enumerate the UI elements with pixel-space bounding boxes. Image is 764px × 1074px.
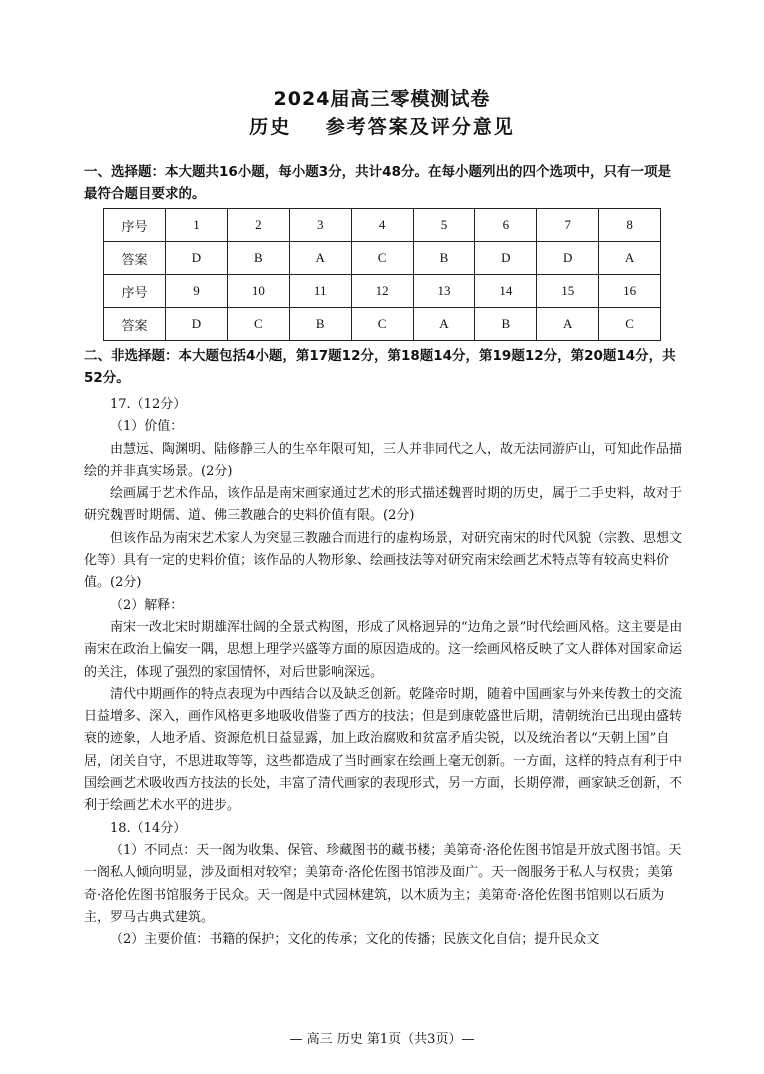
exam-subtitle: 历史 参考答案及评分意见 (249, 116, 515, 138)
answer-paragraph: （2）解释： (110, 597, 184, 613)
table-cell: B (227, 242, 289, 275)
table-row-label: 答案 (104, 308, 166, 341)
table-cell: 6 (475, 209, 537, 242)
answer-paragraph: 绘画属于艺术作品，该作品是南宋画家通过艺术的形式描述魏晋时期的历史，属于二手史料，故对于研究魏晋时期儒、道、佛三教融合的史料价值有限。(2分) (84, 486, 683, 524)
table-row-label: 答案 (104, 242, 166, 275)
table-cell: 13 (413, 275, 475, 308)
table-cell: 7 (537, 209, 599, 242)
table-cell: A (413, 308, 475, 341)
table-cell: 16 (599, 275, 661, 308)
answer-paragraph: 南宋一改北宋时期雄浑壮阔的全景式构图，形成了风格迥异的“边角之景”时代绘画风格。这主要是由南宋在政治上偏安一隅，思想上理学兴盛等方面的原因造成的。这一绘画风格反映了文人群体对国家命运的关注，体现了强烈的家国情怀，对后世影响深远。 (84, 619, 683, 680)
table-cell: D (166, 308, 228, 341)
table-row (104, 275, 661, 308)
answer-paragraph: 17.（12分） (110, 397, 187, 412)
answer-paragraph: （1）不同点：天一阁为收集、保管、珍藏图书的藏书楼；美第奇·洛伦佐图书馆是开放式图书馆。天一阁私人倾向明显，涉及面相对较窄；美第奇·洛伦佐图书馆涉及面广。天一阁服务于私人与权贵；美第奇·洛伦佐图书馆服务于民众。天一阁是中式园林建筑，以木质为主；美第奇·洛伦佐图书馆则以石质为主，罗马古典式建筑。 (84, 842, 682, 925)
table-cell: 8 (599, 209, 661, 242)
table-cell: 2 (227, 209, 289, 242)
table-cell: 4 (351, 209, 413, 242)
table-cell: A (537, 308, 599, 341)
answer-paragraph: 清代中期画作的特点表现为中西结合以及缺乏创新。乾隆帝时期，随着中国画家与外来传教士的交流日益增多、深入，画作风格更多地吸收借鉴了西方的技法；但是到康乾盛世后期，清朝统治已出现由盛转衰的迹象，人地矛盾、资源危机日益显露，加上政治腐败和贫富矛盾尖锐，以及统治者以“天朝上国”自居，闭关自守，不思进取等等，这些都造成了当时画家在绘画上毫无创新。一方面，这样的特点有利于中国绘画艺术吸收西方技法的长处，丰富了清代画家的表现形式，另一方面，长期停滞，画家缺乏创新，不利于绘画艺术水平的进步。 (84, 686, 683, 814)
table-row (104, 242, 661, 275)
table-cell: 1 (166, 209, 228, 242)
table-cell: 3 (289, 209, 351, 242)
answer-body (84, 394, 684, 951)
answer-paragraph: （1）价值： (110, 419, 184, 435)
table-cell: A (599, 242, 661, 275)
table-row (104, 209, 661, 242)
table-cell: D (537, 242, 599, 275)
page-footer: — 高三 历史 第1页（共3页）— (289, 1032, 475, 1047)
answer-table (103, 208, 661, 341)
answer-paragraph: 18.（14分） (110, 820, 187, 836)
table-cell: 14 (475, 275, 537, 308)
table-cell: 15 (537, 275, 599, 308)
table-row-label: 序号 (104, 275, 166, 308)
table-cell: D (475, 242, 537, 275)
table-row-label: 序号 (104, 209, 166, 242)
table-cell: C (227, 308, 289, 341)
table-cell: A (289, 242, 351, 275)
answer-paragraph: 但该作品为南宋艺术家人为突显三教融合而进行的虚构场景，对研究南宋的时代风貌（宗教、思想文化等）具有一定的史料价值；该作品的人物形象、绘画技法等对研究南宋绘画艺术特点等有较高史料价值。(2分) (84, 530, 683, 591)
table-cell: C (351, 308, 413, 341)
answer-paragraph: （2）主要价值：书籍的保护；文化的传承；文化的传播；民族文化自信；提升民众文 (110, 932, 600, 948)
table-cell: 5 (413, 209, 475, 242)
table-cell: C (599, 308, 661, 341)
exam-title: 2024届高三零模测试卷 (273, 88, 491, 110)
table-cell: B (289, 308, 351, 341)
table-row (104, 308, 661, 341)
section2-heading: 二、非选择题：本大题包括4小题，第17题12分，第18题14分，第19题12分，第20题14分，共52分。 (84, 348, 676, 386)
section1-heading: 一、选择题：本大题共16小题，每小题3分，共计48分。在每小题列出的四个选项中，只有一项是最符合题目要求的。 (84, 164, 671, 202)
answer-paragraph: 由慧远、陶渊明、陆修静三人的生卒年限可知，三人并非同代之人，故无法同游庐山，可知此作品描绘的并非真实场景。(2分) (84, 441, 683, 479)
table-cell: C (351, 242, 413, 275)
table-cell: 11 (289, 275, 351, 308)
table-cell: B (413, 242, 475, 275)
table-cell: 12 (351, 275, 413, 308)
table-cell: D (166, 242, 228, 275)
table-cell: 10 (227, 275, 289, 308)
table-cell: 9 (166, 275, 228, 308)
table-cell: B (475, 308, 537, 341)
